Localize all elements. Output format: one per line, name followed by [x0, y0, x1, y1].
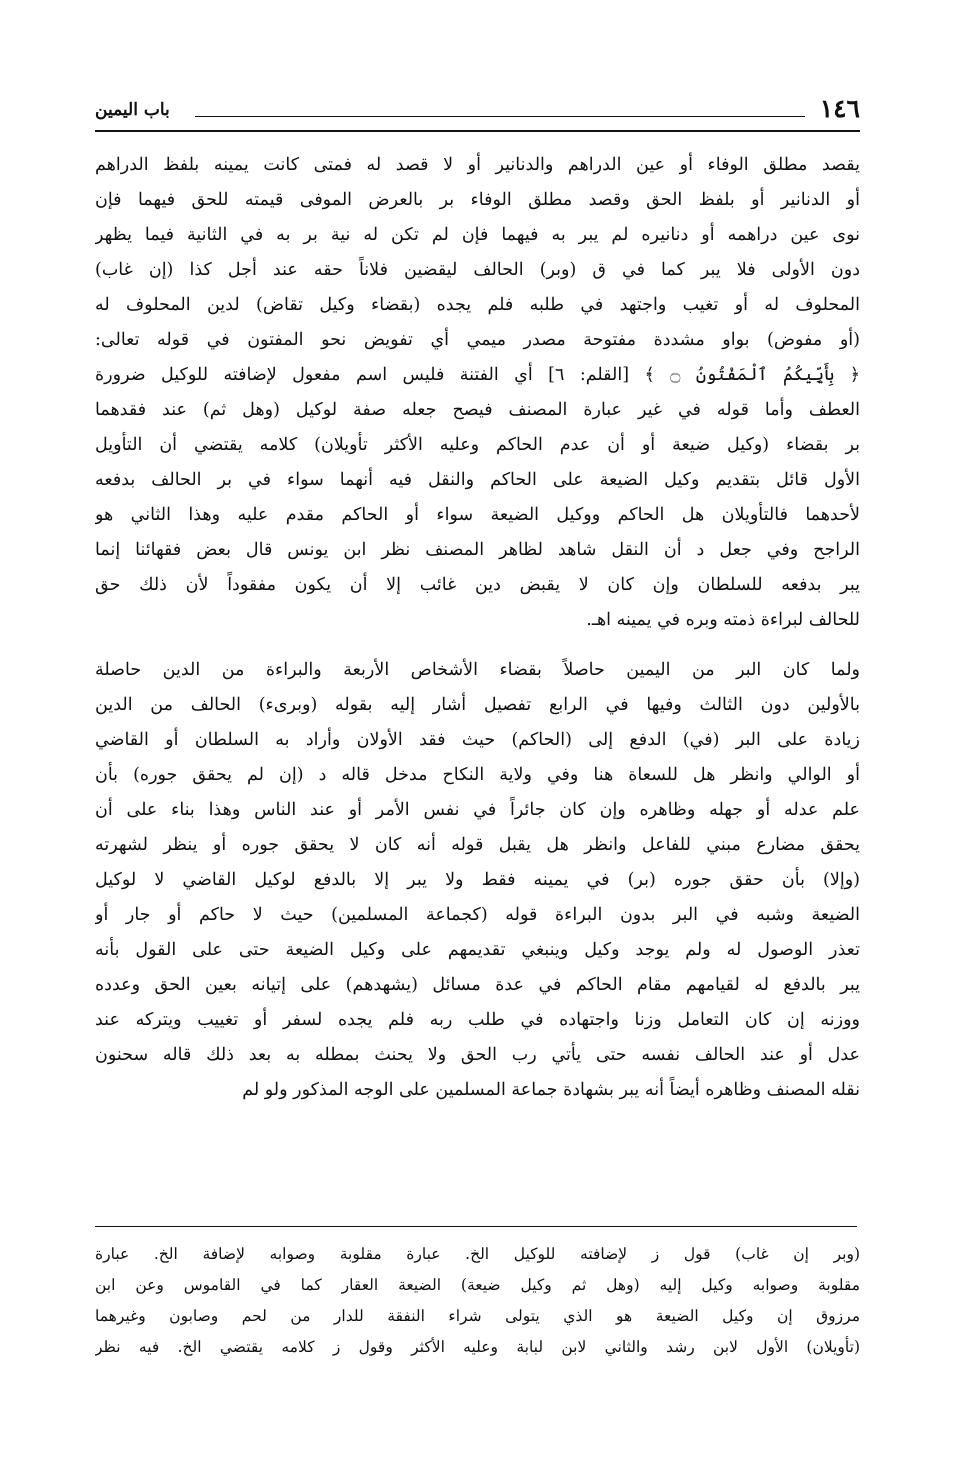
- text-line: علم عدله أو جهله وظاهره وإن كان جائراً في نفس الأمر أو عند الناس وهذا بناء على أن: [95, 800, 860, 820]
- text-line: ولما كان البر من اليمين حاصلاً بقضاء الأشخاص الأربعة والبراءة من الدين حاصلة: [95, 660, 860, 680]
- text-line: أو الوالي وانظر هل للسعاة هنا وفي ولاية النكاح مدخل قاله د (إن لم يحقق جوره) بأن: [95, 765, 860, 785]
- text-line: يقصد مطلق الوفاء أو عين الدراهم والدنانير أو لا قصد له فمتى كانت يمينه بلفظ الدراهم: [95, 155, 860, 175]
- chapter-title: باب اليمين: [95, 100, 170, 120]
- footnote-line: مرزوق إن وكيل الضيعة هو الذي يتولى شراء النفقة للدار من لحم وصابون وغيرهما: [95, 1307, 860, 1325]
- paragraph-1: [95, 148, 860, 638]
- text-line: الأول قائل بتقديم وكيل الضيعة على الحاكم والنقل فيه أنهما سواء في بر الحالف بدفعه: [95, 470, 860, 490]
- footnotes: [95, 1239, 860, 1363]
- paragraph-gap: [95, 638, 860, 653]
- header-divider: [95, 130, 860, 132]
- header-ornament-rule: [195, 116, 805, 117]
- text-line: الضيعة وشبه في البر بدون البراءة قوله (كجماعة المسلمين) حيث لا حاكم أو جار أو: [95, 905, 860, 925]
- text-line: (أو مفوض) بواو مشددة مفتوحة مصدر ميمي أي تفويض نحو المفتون في قوله تعالى:: [95, 330, 860, 350]
- text-line: يبر بالدفع له لقيامهم مقام الحاكم في عدة مسائل (يشهدهم) على إتيانه بعين الحق وعدده: [95, 975, 860, 995]
- text-line: المحلوف له أو تغيب واجتهد في طلبه فلم يجده (بقضاء وكيل تقاض) لدين المحلوف له: [95, 295, 860, 315]
- text-line: لأحدهما فالتأويلان هل الحاكم ووكيل الضيعة سواء أو الحاكم مقدم عليه وهذا الثاني هو: [95, 505, 860, 525]
- page-header: [95, 94, 860, 126]
- text-line: الراجح وفي جعل د أن النقل شاهد لظاهر المصنف نظر ابن يونس قال بعض فقهائنا إنما: [95, 540, 860, 560]
- text-line: (وإلا) بأن حقق جوره (بر) في يمينه فقط ولا يبر إلا بالدفع لوكيل القاضي لا لوكيل: [95, 870, 860, 890]
- text-line: للحالف لبراءة ذمته وبره في يمينه اهـ.: [586, 610, 860, 630]
- text-line: تعذر الوصول له ولم يوجد وكيل وينبغي تقديمهم على وكيل الضيعة حتى على القول بأنه: [95, 940, 860, 960]
- text-line: ووزنه إن كان التعامل وزنا واجتهاده في طلب ربه فلم يجده لسفر أو تغييب ويتركه عند: [95, 1010, 860, 1030]
- text-line: نوى عين دراهمه أو دنانيره لم يبر به فيهما فإن لم تكن له نية بر به في الثانية فيما يظهر: [95, 225, 860, 245]
- main-text: [95, 148, 860, 1108]
- text-line: بالأولين دون الثالث وفيها في الرابع تفصيل أشار إليه بقوله (وبرىء) الحالف من الدين: [95, 695, 860, 715]
- page-number: ١٤٦: [819, 94, 860, 123]
- footnote-line: (تأويلان) الأول لابن رشد والثاني لابن لبابة وعليه الأكثر وقول ز كلامه يقتضي الخ. فيه نظر: [95, 1338, 860, 1356]
- text-line: يبر بدفعه للسلطان وإن كان لا يقبض دين غائب إلا أن يكون مفقوداً لأن ذلك حق: [95, 575, 860, 595]
- text-line: أو الدنانير أو بلفظ الحق وقصد مطلق الوفاء بر بالعرض الموفى قيمته للحق فيهما فإن: [95, 190, 860, 210]
- text-line: يحقق مضارع مبني للفاعل وانظر هل يقبل قوله أنه كان لا يحقق جوره أو ينظر لشهرته: [95, 835, 860, 855]
- text-line: بر بقضاء (وكيل ضيعة أو أن عدم الحاكم وعليه الأكثر تأويلان) كلامه يقتضي أن التأويل: [95, 435, 860, 455]
- paragraph-2: [95, 653, 860, 1108]
- text-line: دون الأولى فلا يبر كما في ق (وبر) الحالف ليقضين فلاناً حقه عند أجل كذا (إن غاب): [95, 260, 860, 280]
- text-line: عدل أو عند الحالف نفسه حتى يأتي رب الحق ولا يحنث بمطله به بعد ذلك قاله سحنون: [95, 1045, 860, 1065]
- text-line: زيادة على البر (في) الدفع إلى (الحاكم) حيث فقد الأولان وأراد به السلطان أو القاضي: [95, 730, 860, 750]
- footnote-line: (وبر إن غاب) قول ز لإضافته للوكيل الخ. عبارة مقلوبة وصوابه لإضافة الخ. عبارة: [95, 1245, 860, 1263]
- text-line: نقله المصنف وظاهره أيضاً أنه يبر بشهادة جماعة المسلمين على الوجه المذكور ولو لم: [242, 1080, 860, 1100]
- footnote-divider: [95, 1226, 857, 1227]
- text-line: ﴿ بِأَيِّيكُمُ ٱلْمَفْتُونُ ۝ ﴾ [القلم: ٦] أي الفتنة فليس اسم مفعول لإضافته للوكيل ضرورة: [95, 365, 860, 385]
- text-line: العطف وأما قوله في غير عبارة المصنف فيصح جعله صفة لوكيل (وهل ثم) عند فقدهما: [95, 400, 860, 420]
- footnote-line: مقلوبة وصوابه وكيل إليه (وهل ثم وكيل ضيعة) الضيعة العقار كما في القاموس وعن ابن: [95, 1276, 860, 1294]
